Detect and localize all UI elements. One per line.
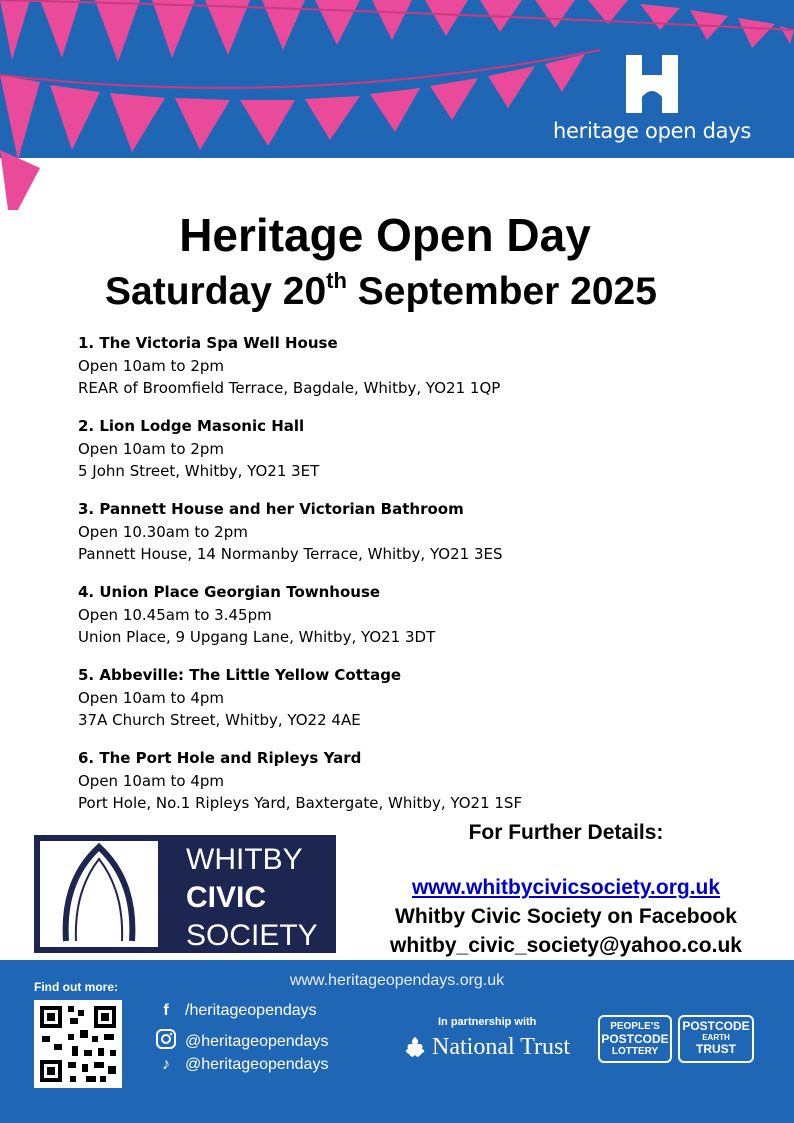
- ppl-line-2: POSTCODE: [601, 1032, 669, 1046]
- qr-code-icon: [34, 1000, 122, 1088]
- facebook-handle: /heritageopendays: [185, 1002, 317, 1019]
- event-hours: Open 10.30am to 2pm: [78, 522, 248, 541]
- facebook-text: Whitby Civic Society on Facebook: [395, 905, 737, 928]
- heritage-logo-text: heritage open days: [553, 119, 751, 143]
- event-name: 2. Lion Lodge Masonic Hall: [78, 417, 305, 435]
- whitby-civic-society-logo: [34, 835, 336, 953]
- event-hours: Open 10am to 4pm: [78, 688, 224, 707]
- event-address: REAR of Broomfield Terrace, Bagdale, Whitby, YO21 1QP: [78, 379, 501, 397]
- footer: [0, 960, 794, 1123]
- instagram-icon: [155, 1029, 177, 1054]
- list-item: [78, 332, 738, 400]
- event-hours: Open 10.45am to 3.45pm: [78, 605, 272, 624]
- instagram-handle: @heritageopendays: [185, 1032, 329, 1050]
- event-hours: Open 10am to 2pm: [78, 356, 224, 375]
- footer-url[interactable]: www.heritageopendays.org.uk: [289, 972, 505, 989]
- heritage-h-icon: [626, 55, 678, 113]
- further-details-heading: For Further Details:: [468, 821, 664, 844]
- social-instagram[interactable]: [155, 1029, 328, 1054]
- list-item: [78, 498, 738, 566]
- list-item: [78, 747, 738, 815]
- society-name: [186, 841, 318, 955]
- event-address: Union Place, 9 Upgang Lane, Whitby, YO21 3DT: [78, 628, 436, 646]
- ppl-line-1: PEOPLE'S: [610, 1021, 660, 1032]
- partnership-label: In partnership with: [438, 1016, 537, 1028]
- list-item: [78, 581, 738, 649]
- date-prefix: Saturday 20: [105, 270, 327, 313]
- pct-line-3: TRUST: [696, 1042, 736, 1056]
- event-address: 5 John Street, Whitby, YO21 3ET: [78, 462, 320, 480]
- society-line-2: CIVIC: [186, 881, 267, 914]
- facebook-icon: f: [163, 1002, 169, 1019]
- arch-icon: [40, 841, 158, 947]
- list-item: [78, 415, 738, 483]
- heritage-open-days-logo: [552, 55, 752, 143]
- event-name: 4. Union Place Georgian Townhouse: [78, 583, 381, 601]
- event-name: 6. The Port Hole and Ripleys Yard: [78, 749, 362, 767]
- tiktok-icon: ♪: [162, 1056, 170, 1073]
- event-name: 3. Pannett House and her Victorian Bathroom: [78, 500, 464, 518]
- qr-code[interactable]: [34, 1000, 122, 1088]
- find-out-more-label: Find out more:: [34, 980, 118, 994]
- pct-line-2: EARTH: [702, 1033, 730, 1042]
- social-facebook[interactable]: [155, 1002, 317, 1020]
- event-hours: Open 10am to 2pm: [78, 439, 224, 458]
- list-item: [78, 664, 738, 732]
- pct-line-1: POSTCODE: [682, 1019, 750, 1033]
- event-address: Pannett House, 14 Normanby Terrace, Whitby, YO21 3ES: [78, 545, 503, 563]
- society-line-3: SOCIETY: [186, 919, 318, 952]
- society-line-1: WHITBY: [186, 843, 303, 876]
- website-link[interactable]: www.whitbycivicsociety.org.uk: [411, 876, 721, 899]
- tiktok-handle: @heritageopendays: [185, 1056, 329, 1073]
- page-title: Heritage Open Day: [179, 209, 591, 261]
- national-trust-text: National Trust: [432, 1034, 571, 1060]
- date-superscript: th: [326, 268, 347, 293]
- event-list: [78, 332, 738, 830]
- date-suffix: September 2025: [346, 270, 657, 313]
- event-hours: Open 10am to 4pm: [78, 771, 224, 790]
- header-banner: [0, 0, 794, 210]
- arch-icon-panel: [40, 841, 158, 947]
- social-tiktok[interactable]: [155, 1056, 328, 1074]
- postcode-earth-trust-logo: [678, 1015, 754, 1063]
- national-trust-logo: [402, 1034, 570, 1061]
- event-address: Port Hole, No.1 Ripleys Yard, Baxtergate, Whitby, YO21 1SF: [78, 794, 523, 812]
- event-name: 5. Abbeville: The Little Yellow Cottage: [78, 666, 402, 684]
- event-address: 37A Church Street, Whitby, YO22 4AE: [78, 711, 361, 729]
- email-text[interactable]: whitby_civic_society@yahoo.co.uk: [390, 934, 742, 957]
- oak-leaf-icon: [402, 1035, 428, 1061]
- ppl-line-3: LOTTERY: [611, 1046, 659, 1057]
- event-name: 1. The Victoria Spa Well House: [78, 334, 338, 352]
- event-date: [0, 268, 762, 314]
- peoples-postcode-lottery-logo: [598, 1015, 672, 1063]
